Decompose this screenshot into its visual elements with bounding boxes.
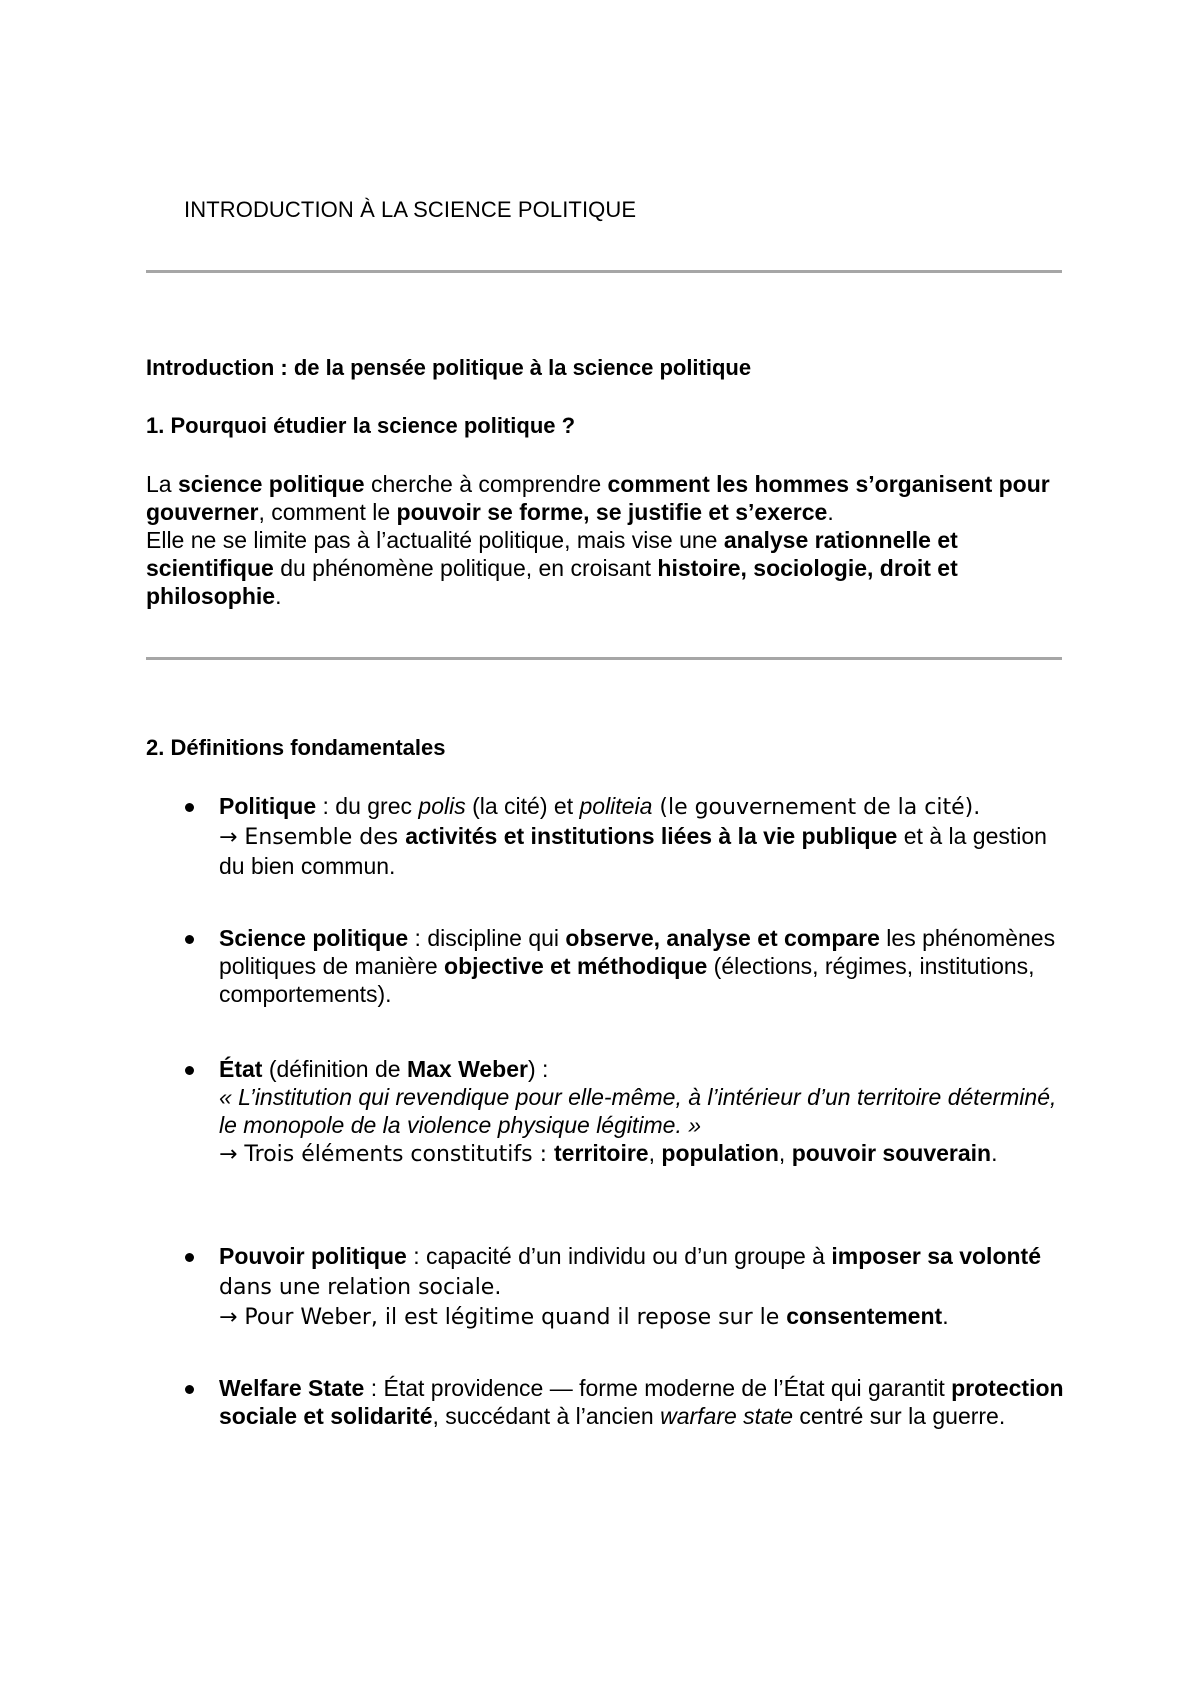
bold-text: comment les hommes s’organisent pour gouverner	[146, 471, 1050, 525]
italic-text: polis	[418, 793, 466, 819]
text: : discipline qui	[408, 925, 566, 951]
bold-text: observe, analyse et compare	[565, 925, 880, 951]
weber-quote	[219, 1083, 1069, 1139]
list-item-etat	[219, 1055, 1069, 1169]
bullet-icon	[185, 1385, 194, 1394]
bold-text: territoire	[554, 1140, 649, 1166]
bold-text: imposer sa volonté	[831, 1243, 1041, 1269]
text: dans une relation sociale.	[219, 1275, 502, 1300]
bold-text: pouvoir se forme, se justifie et s’exerce	[396, 499, 828, 525]
text: ,	[778, 1140, 792, 1166]
horizontal-rule	[146, 657, 1062, 660]
term: État	[219, 1056, 263, 1082]
text: ,	[648, 1140, 662, 1166]
document-title: INTRODUCTION À LA SCIENCE POLITIQUE	[184, 197, 637, 222]
text: : du grec	[316, 793, 419, 819]
text: .	[827, 499, 834, 525]
bold-text: protection sociale et solidarité	[219, 1375, 1064, 1429]
bullet-icon	[185, 1253, 194, 1262]
text: .	[275, 583, 282, 609]
bold-text: analyse rationnelle et scientifique	[146, 527, 958, 581]
bold-text: activités et institutions liées à la vie publique	[405, 823, 898, 849]
bold-text: consentement	[786, 1303, 943, 1329]
text: : État providence — forme moderne de l’État qui garantit	[364, 1375, 952, 1401]
definition-detail	[219, 1139, 1069, 1169]
section1-p2	[146, 526, 1076, 610]
bold-text: science politique	[177, 471, 365, 497]
arrow-text: → Trois éléments constitutifs :	[219, 1142, 555, 1167]
arrow-text: → Pour Weber, il est légitime quand il repose sur le	[219, 1305, 787, 1330]
definition-text	[219, 1242, 1069, 1302]
intro-heading: Introduction : de la pensée politique à la science politique	[146, 355, 752, 380]
term: Politique	[219, 793, 317, 819]
text: , comment le	[258, 499, 397, 525]
term: Science politique	[219, 925, 409, 951]
text: La	[146, 471, 178, 497]
list-item-politique	[219, 792, 1069, 880]
text: les phénomènes politiques de manière	[219, 925, 1056, 979]
definition-text	[219, 924, 1069, 1008]
text: centré sur la guerre.	[793, 1403, 1006, 1429]
term: Welfare State	[219, 1375, 365, 1401]
arrow-text: → Ensemble des	[219, 825, 406, 850]
italic-text: warfare state	[660, 1403, 794, 1429]
section1-paragraph	[146, 470, 1076, 610]
bullet-icon	[185, 935, 194, 944]
bold-text: objective et méthodique	[444, 953, 708, 979]
list-item-pouvoir-politique	[219, 1242, 1069, 1332]
text: et à la gestion du bien commun.	[219, 823, 1047, 879]
text: , succédant à l’ancien	[432, 1403, 661, 1429]
definition-text	[219, 1374, 1069, 1430]
text: .	[991, 1140, 998, 1166]
text: du phénomène politique, en croisant	[273, 555, 658, 581]
list-item-welfare-state	[219, 1374, 1069, 1430]
text: ) :	[527, 1056, 549, 1082]
text: .	[942, 1303, 949, 1329]
text: (élections, régimes, institutions, comportements).	[219, 953, 1035, 1007]
text: cherche à comprendre	[364, 471, 608, 497]
horizontal-rule	[146, 270, 1062, 273]
italic-text: politeia	[579, 793, 653, 819]
quote-text: « L’institution qui revendique pour elle-même, à l’intérieur d’un territoire déterminé, le monopole de la violence physique légitime. »	[219, 1084, 1057, 1138]
section1-heading: 1. Pourquoi étudier la science politique ?	[146, 413, 576, 438]
bold-text: population	[661, 1140, 779, 1166]
section1-p1	[146, 470, 1076, 526]
definition-detail	[219, 1302, 1069, 1332]
bold-text: histoire, sociologie, droit et philosophie	[146, 555, 958, 609]
list-item-science-politique	[219, 924, 1069, 1008]
definition-text	[219, 792, 1069, 822]
bullet-icon	[185, 803, 194, 812]
text: (définition de	[262, 1056, 407, 1082]
section2-heading: 2. Définitions fondamentales	[146, 735, 446, 760]
definition-text	[219, 1055, 1069, 1083]
text: Elle ne se limite pas à l’actualité politique, mais vise une	[146, 527, 724, 553]
bullet-icon	[185, 1066, 194, 1075]
text: : capacité d’un individu ou d’un groupe à	[406, 1243, 832, 1269]
definition-detail	[219, 822, 1069, 880]
bold-text: Max Weber	[406, 1056, 528, 1082]
text: (la cité) et	[465, 793, 580, 819]
text: (le gouvernement de la cité).	[652, 795, 981, 820]
term: Pouvoir politique	[219, 1243, 407, 1269]
bold-text: pouvoir souverain	[791, 1140, 992, 1166]
